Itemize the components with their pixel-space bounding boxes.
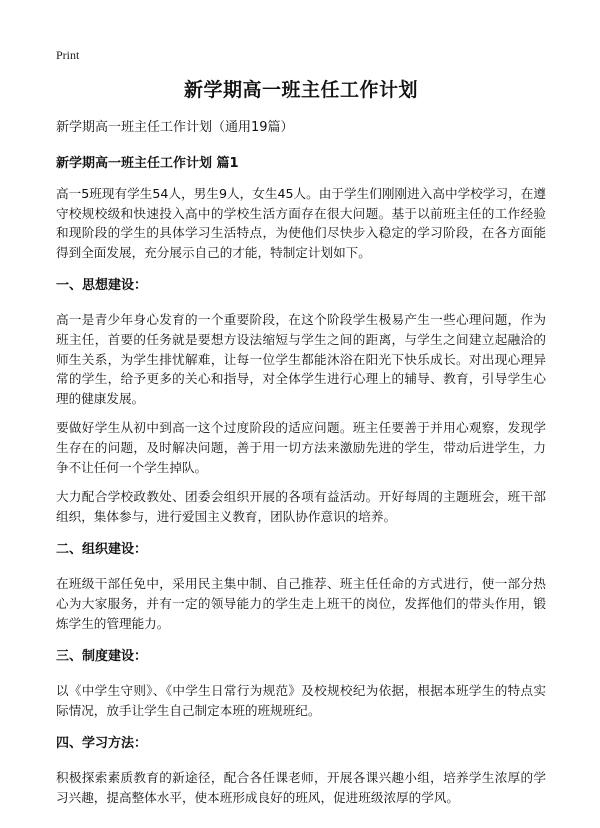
paragraph: 高一是青少年身心发育的一个重要阶段，在这个阶段学生极易产生一些心理问题，作为班主任，首要的任务就是要想方设法缩短与学生之间的距离，与学生之间建立起融洽的师生关系，为学生排忧解难，让每一位学生都能沐浴在阳光下快乐成长。对出现心理异常的学生，给予更多的关心和指导，对全体学生进行心理上的辅导、教育，引导学生心理的健康发展。: [56, 312, 546, 406]
paragraph: 要做好学生从初中到高一这个过度阶段的适应问题。班主任要善于并用心观察，发现学生存在的问题，及时解决问题，善于用一切方法来激励先进的学生，带动后进学生，力争不让任何一个学生掉队。: [56, 420, 546, 475]
paragraph: 积极探索素质教育的新途径，配合各任课老师，开展各课兴趣小组，培养学生浓厚的学习兴趣，提高整体水平，使本班形成良好的班风，促进班级浓厚的学风。: [56, 770, 546, 805]
paragraph: 大力配合学校政教处、团委会组织开展的各项有益活动。开好每周的主题班会，班干部组织，集体参与，进行爱国主义教育，团队协作意识的培养。: [56, 489, 546, 524]
intro-paragraph: 高一5班现有学生54人，男生9人，女生45人。由于学生们刚刚进入高中学校学习，在遵守校规校级和快速投入高中的学校生活方面存在很大问题。基于以前班主任的工作经验和现阶段的学生的具体学习生活特点，为使他们尽快步入稳定的学习阶段，在各方面能得到全面发展，充分展示自己的才能，特制定计划如下。: [56, 186, 546, 260]
paragraph: 在班级干部任免中，采用民主集中制、自己推荐、班主任任命的方式进行，使一部分热心为大家服务，并有一定的领导能力的学生走上班干的岗位，发挥他们的带头作用，锻炼学生的管理能力。: [56, 576, 546, 631]
section-heading-thought: 一、思想建设：: [56, 278, 148, 294]
section-heading-rules: 三、制度建设：: [56, 649, 148, 665]
page-title: 新学期高一班主任工作计划: [183, 79, 418, 101]
paragraph: 以《中学生守则》、《中学生日常行为规范》及校规校纪为依据，根据本班学生的特点实际情况，放手让学生自己制定本班的班规班纪。: [56, 683, 546, 718]
print-link[interactable]: Print: [56, 48, 80, 62]
section-heading-organization: 二、组织建设：: [56, 542, 148, 558]
section-heading-study: 四、学习方法：: [56, 736, 148, 752]
article-subtitle: 新学期高一班主任工作计划（通用19篇）: [56, 120, 294, 135]
article: [56, 76, 546, 807]
article-heading: 新学期高一班主任工作计划 篇1: [56, 156, 239, 171]
